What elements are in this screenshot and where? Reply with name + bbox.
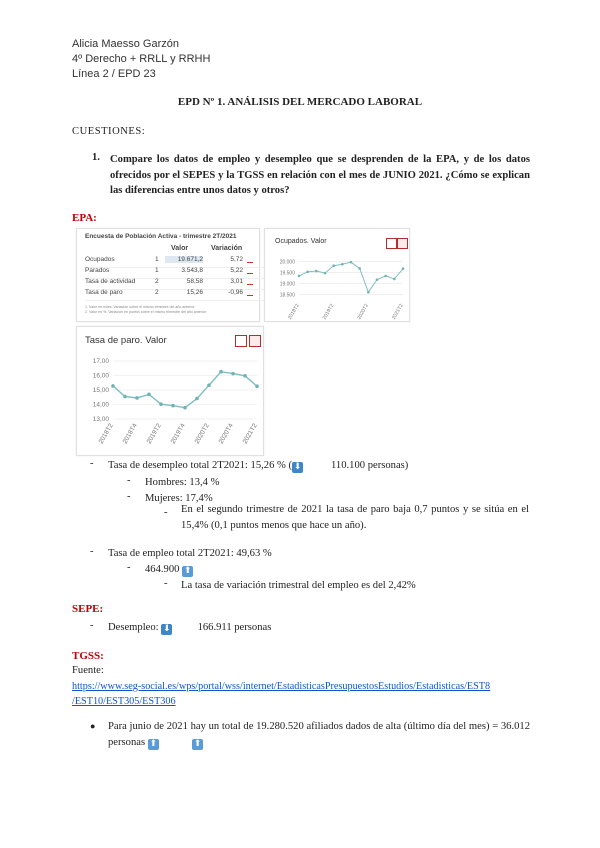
x-tick-label: 2019T2 [321, 303, 336, 321]
row-valor: 58,58 [186, 278, 203, 285]
data-point [315, 270, 318, 273]
empleo-num-line [145, 562, 193, 577]
question-number: 1. [92, 152, 100, 163]
row-label: Parados [85, 267, 110, 274]
tgss-bullet [108, 719, 530, 751]
data-point [171, 404, 175, 408]
dash-bullet: - [164, 507, 168, 518]
row-var: 5,22 [230, 267, 243, 274]
y-tick-label: 14,00 [92, 401, 109, 409]
tgss-bullet-text: Para junio de 2021 hay un total de 19.280.520 afiliados dados de alta (último día del mes) = 36.012 personas [108, 721, 530, 748]
data-point [255, 384, 259, 388]
desempleo-text: Tasa de desempleo total 2T2021: 15,26 % ( [108, 460, 293, 471]
x-tick-label: 2018T2 [287, 303, 301, 321]
y-tick-label: 17,00 [92, 358, 109, 365]
ocupados-chart [265, 229, 409, 321]
y-tick-label: 15,00 [92, 387, 109, 394]
sepe-desempleo-line [108, 620, 271, 635]
page-title: EPD Nº 1. ANÁLISIS DEL MERCADO LABORAL [177, 96, 423, 108]
data-point [341, 263, 344, 266]
col-variacion: Variación [211, 245, 243, 252]
data-point [384, 275, 387, 278]
data-point [207, 383, 211, 387]
data-point [195, 397, 199, 401]
x-tick-label: 2020T2 [356, 303, 371, 321]
row-valor: 3.543,8 [181, 267, 203, 274]
row-note: 2 [155, 289, 159, 296]
y-tick-label: 19.500 [279, 270, 295, 277]
dash-bullet: - [90, 546, 94, 557]
group-line: Línea 2 / EPD 23 [72, 68, 156, 80]
author-name: Alicia Maesso Garzón [72, 38, 179, 50]
circle-bullet-icon: ● [90, 721, 96, 731]
x-tick-label: 2021T2 [241, 422, 259, 446]
row-note: 1 [155, 256, 159, 263]
data-point [324, 272, 327, 275]
data-point [402, 267, 405, 270]
question-text: Compare los datos de empleo y desempleo que se desprenden de la EPA, y de los datos ofrecidos por el SEPES y la TGSS en relación con el mes de JUNIO 2021. ¿Cómo se explican las diferencias entre unos datos y otros? [110, 154, 530, 196]
x-tick-label: 2020T2 [193, 422, 211, 446]
data-point [298, 275, 301, 278]
data-point [147, 393, 151, 397]
mujeres-line: Mujeres: 17,4% [145, 493, 213, 504]
tasa-explicacion: En el segundo trimestre de 2021 la tasa de paro baja 0,7 puntos y se sitúa en el 15,4% (0,1 puntos menos que hace un año). [181, 504, 529, 531]
tgss-link-line-1[interactable]: https://www.seg-social.es/wps/portal/wss/internet/EstadisticasPresupuestosEstudios/Estadisticas/EST8 [72, 681, 491, 692]
empleo-variacion: La tasa de variación trimestral del empleo es del 2,42% [181, 580, 416, 591]
data-point [393, 278, 396, 281]
desempleo-line [108, 458, 408, 473]
data-point [306, 271, 309, 274]
cuestiones-label: CUESTIONES: [72, 126, 146, 137]
dash-bullet: - [90, 620, 94, 631]
dash-bullet: - [164, 578, 168, 589]
tasa-paro-chart-card [76, 326, 264, 456]
data-point [123, 395, 127, 399]
desempleo-tail: 110.100 personas) [331, 460, 409, 471]
empleo-num: 464.900 [145, 564, 180, 575]
row-label: Tasa de actividad [85, 278, 136, 285]
data-point [367, 291, 370, 294]
dash-bullet: - [127, 562, 131, 573]
tasa-paro-chart-title: Tasa de paro. Valor [85, 335, 167, 346]
row-label: Ocupados [85, 256, 115, 263]
row-var: 5,72 [230, 256, 243, 263]
row-valor: 15,26 [186, 289, 203, 296]
x-tick-label: 2020T4 [217, 422, 235, 446]
dash-bullet: - [90, 458, 94, 469]
dash-bullet: - [127, 475, 131, 486]
dash-bullet: - [127, 491, 131, 502]
data-point [350, 261, 353, 264]
y-tick-label: 18.500 [279, 292, 295, 299]
bar-chart-icon[interactable] [245, 279, 253, 287]
tasa-paro-chart [77, 327, 263, 455]
data-point [111, 384, 115, 388]
data-point [332, 264, 335, 267]
sepe-desempleo-value: 166.911 personas [197, 622, 272, 633]
x-tick-label: 2018T2 [97, 422, 115, 446]
bar-chart-icon[interactable] [245, 268, 253, 276]
sepe-desempleo-label: Desempleo: [108, 622, 159, 633]
bar-chart-icon[interactable] [245, 290, 253, 298]
bar-chart-icon[interactable] [245, 257, 253, 265]
data-point [243, 374, 247, 378]
epa-table-title: Encuesta de Población Activa - trimestre 2T/2021 [85, 233, 237, 240]
epa-heading: EPA: [72, 212, 97, 224]
data-point [135, 396, 139, 400]
hombres-line: Hombres: 13,4 % [145, 477, 220, 488]
epa-table-card [76, 228, 260, 322]
y-tick-label: 16,00 [92, 372, 109, 380]
up-arrow-icon: ⬆ [149, 739, 157, 749]
x-tick-label: 2021T2 [391, 303, 405, 321]
series-line [299, 262, 403, 292]
data-point [231, 372, 235, 376]
x-tick-label: 2019T2 [145, 422, 163, 446]
data-point [159, 402, 163, 406]
sepe-heading: SEPE: [72, 603, 104, 615]
col-valor: Valor [171, 245, 189, 252]
row-var: -0,96 [228, 289, 243, 296]
data-point [376, 278, 379, 281]
row-note: 1 [155, 267, 159, 274]
ocupados-chart-title: Ocupados. Valor [275, 238, 327, 245]
data-point [358, 267, 361, 270]
ocupados-chart-card [264, 228, 410, 322]
y-tick-label: 13,00 [92, 416, 109, 423]
tgss-fuente: Fuente: [72, 665, 104, 676]
table-note-1: 1. Valor en miles. Variación sobre el mismo trimestre del año anterior [85, 305, 195, 309]
row-var: 3,01 [230, 278, 243, 285]
tgss-heading: TGSS: [72, 650, 104, 662]
row-label: Tasa de paro [85, 289, 123, 296]
x-tick-label: 2018T4 [121, 422, 139, 446]
x-tick-label: 2019T4 [169, 422, 187, 446]
up-arrow-icon: ⬆ [193, 739, 202, 749]
table-row [85, 289, 265, 301]
down-arrow-icon: ⬇ [293, 462, 302, 472]
degree-line: 4º Derecho + RRLL y RRHH [72, 53, 211, 65]
table-note-2: 2. Valor en %. Variación en puntos sobre el mismo trimestre del año anterior [85, 310, 207, 314]
down-arrow-icon: ⬇ [162, 624, 171, 634]
tgss-link-line-2[interactable]: /EST10/EST305/EST306 [72, 696, 176, 707]
empleo-line: Tasa de empleo total 2T2021: 49,63 % [108, 548, 272, 559]
y-tick-label: 19.000 [279, 281, 295, 288]
data-point [183, 406, 187, 410]
data-point [219, 370, 223, 374]
row-note: 2 [155, 278, 159, 285]
row-valor: 19.671,2 [165, 256, 203, 263]
up-arrow-icon: ⬆ [183, 566, 192, 576]
y-tick-label: 20.000 [279, 259, 295, 266]
